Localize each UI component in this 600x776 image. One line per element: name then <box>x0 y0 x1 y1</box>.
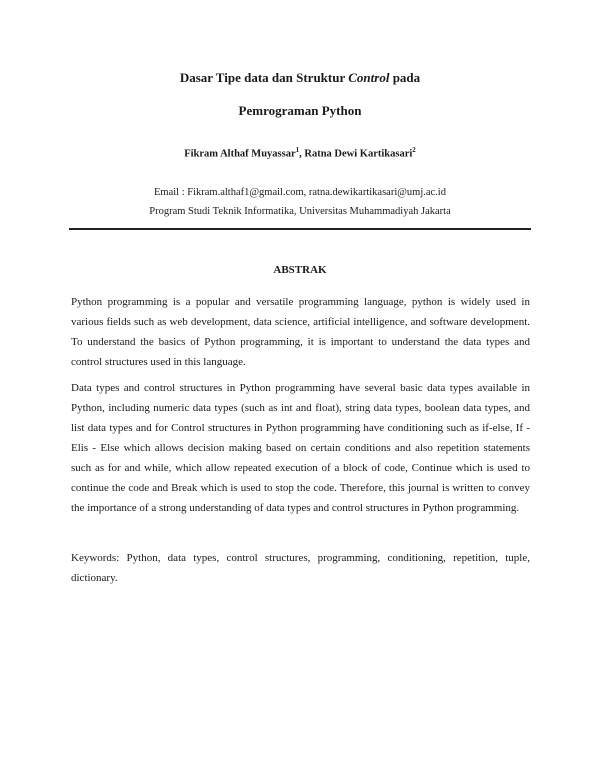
author-1: Fikram Althaf Muyassar <box>184 148 296 160</box>
abstract-keywords: Keywords: Python, data types, control structures, programming, conditioning, repetition, tuple, dictionary. <box>71 552 530 584</box>
title-text-pre: Dasar Tipe data dan Struktur <box>179 70 349 85</box>
author-list <box>0 146 600 160</box>
abstract-heading: ABSTRAK <box>273 264 327 276</box>
title-text-post: pada <box>389 70 421 85</box>
title-text-italic: Control <box>348 70 390 85</box>
paper-title-line-1 <box>0 70 600 86</box>
author-2-affiliation-mark: 2 <box>412 146 416 154</box>
abstract-paragraph-2: Data types and control structures in Python programming have several basic data types available in Python, including numeric data types (such as int and float), string data types, boolean data types, and list data types and for Control structures in Python programming have conditioning such as if-else, If - Elis - Else which allows decision making based on certain conditions and also repetition statements such as for and while, which allow repeated execution of a block of code, Continue which is used to continue the code and Break which is used to stop the code. Therefore, this journal is written to convey the importance of a strong understanding of data types and control structures in Python programming. <box>71 382 530 514</box>
author-1-affiliation-mark: 1 <box>295 146 300 154</box>
author-separator: , <box>299 148 305 160</box>
paper-title-line-2: Pemrograman Python <box>238 103 362 118</box>
abstract-paragraph-1: Python programming is a popular and versatile programming language, python is widely used in various fields such as web development, data science, artificial intelligence, and software development. To understand the basics of Python programming, it is important to understand the data types and control structures used in this language. <box>71 296 530 368</box>
author-affiliation: Program Studi Teknik Informatika, Universitas Muhammadiyah Jakarta <box>149 206 451 217</box>
author-2: Ratna Dewi Kartikasari <box>304 148 413 160</box>
header-divider <box>69 228 531 230</box>
author-email: Email : Fikram.althaf1@gmail.com, ratna.dewikartikasari@umj.ac.id <box>154 187 446 198</box>
